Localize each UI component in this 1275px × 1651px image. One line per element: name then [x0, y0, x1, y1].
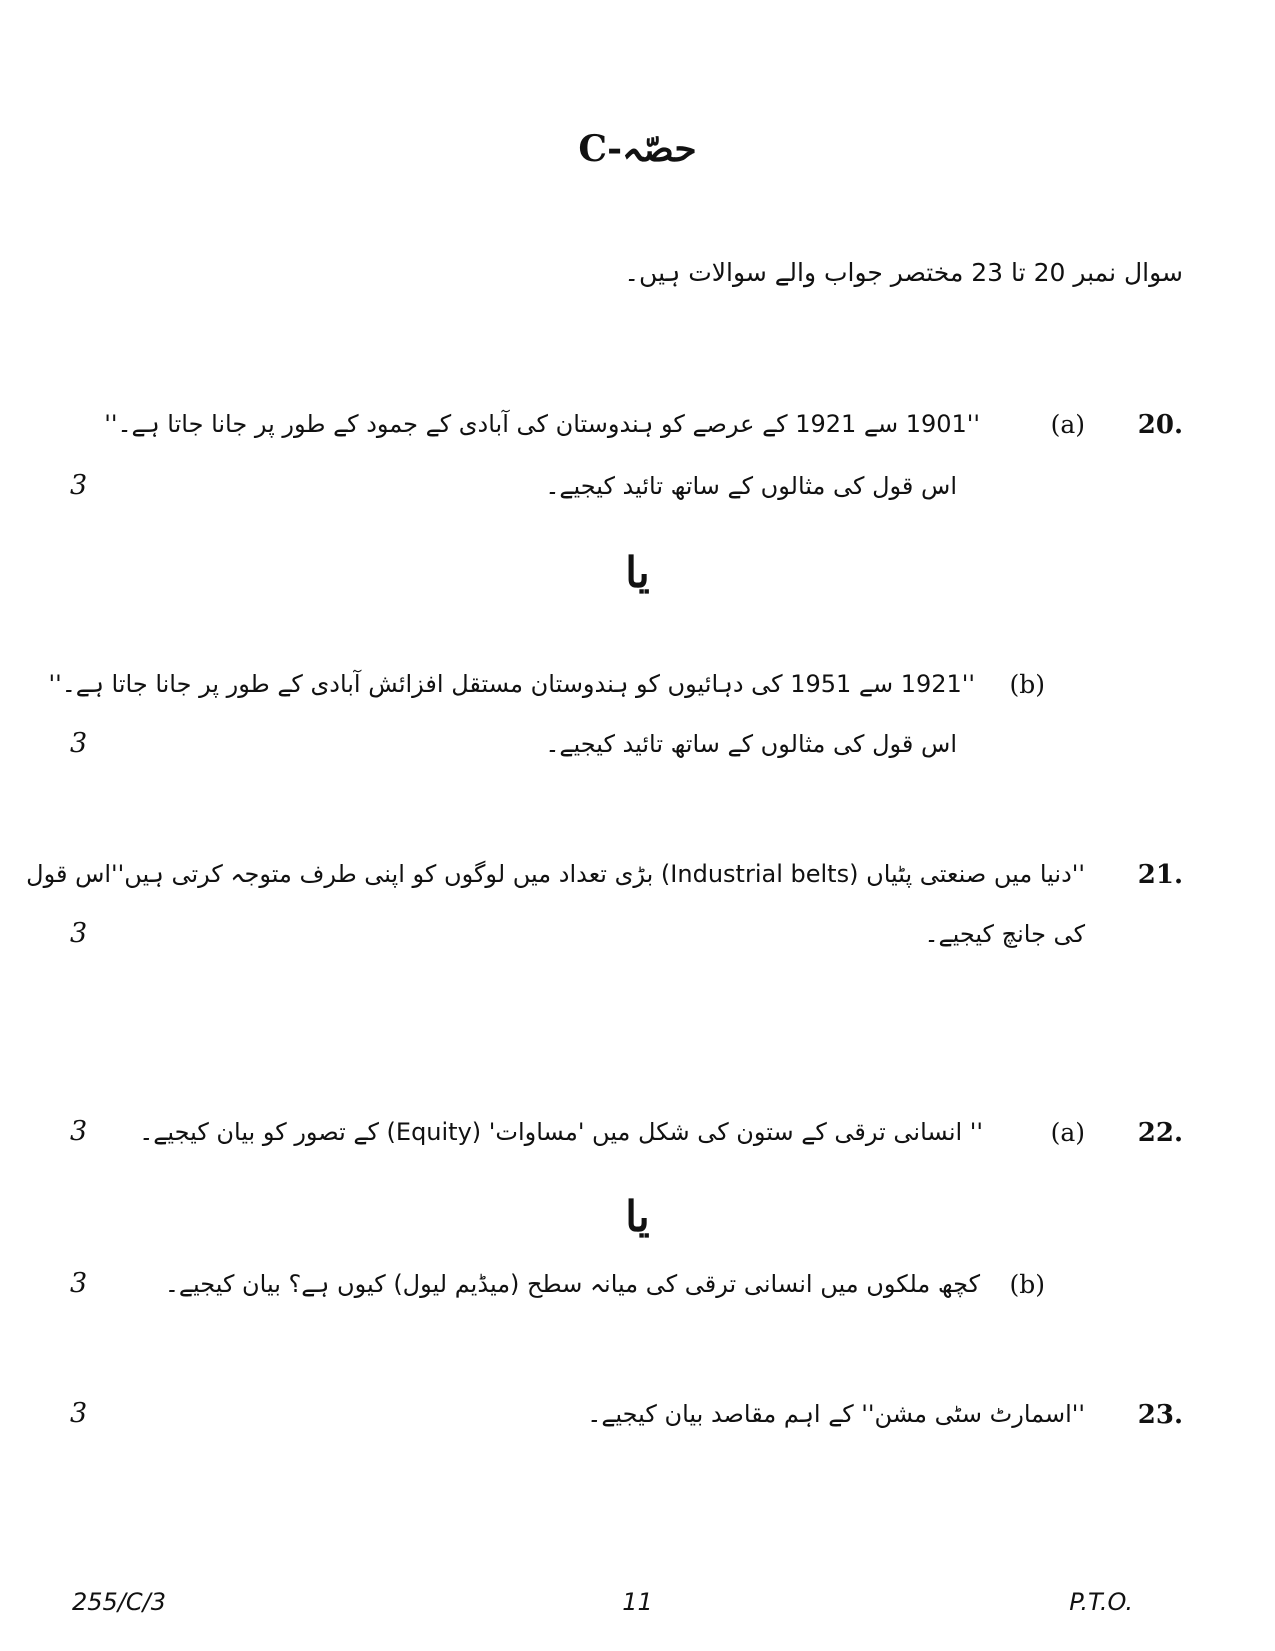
q20-part-b-label: (b): [1009, 670, 1045, 699]
page-number: 11: [622, 1588, 653, 1616]
q20b-line-2: اس قول کی مثالوں کے ساتھ تائید کیجیے۔: [545, 730, 957, 758]
question-number-23: 23.: [1137, 1400, 1183, 1430]
q20a-line-2: اس قول کی مثالوں کے ساتھ تائید کیجیے۔: [545, 472, 957, 500]
or-separator: یا: [625, 548, 650, 597]
q20b-marks: 3: [70, 728, 88, 759]
q21-marks: 3: [70, 918, 88, 949]
or-separator-2: یا: [625, 1192, 650, 1241]
section-title: حصّہ-C: [578, 128, 697, 170]
paper-code: 255/C/3: [72, 1588, 167, 1616]
q23-line-1: ''اسمارٹ سٹی مشن'' کے اہم مقاصد بیان کیجیے۔: [587, 1400, 1085, 1428]
please-turn-over: P.T.O.: [1069, 1588, 1133, 1616]
q20b-line-1: ''1921 سے 1951 کی دہائیوں کو ہندوستان مستقل افزائش آبادی کے طور پر جانا جاتا ہے۔'': [48, 670, 975, 698]
q20a-marks: 3: [70, 470, 88, 501]
q22-part-b-label: (b): [1009, 1270, 1045, 1299]
q22a-line-1: '' انسانی ترقی کے ستون کی شکل میں 'مساوات' (Equity) کے تصور کو بیان کیجیے۔: [139, 1118, 983, 1146]
q21-line-1: ''دنیا میں صنعتی پٹیاں (Industrial belts) بڑی تعداد میں لوگوں کو اپنی طرف متوجہ کرتی ہیں''اس قول: [26, 860, 1085, 888]
q22a-marks: 3: [70, 1116, 88, 1147]
q22-part-a-label: (a): [1050, 1118, 1085, 1147]
q20-part-a-label: (a): [1050, 410, 1085, 439]
q22b-line-1: کچھ ملکوں میں انسانی ترقی کی میانہ سطح (میڈیم لیول) کیوں ہے؟ بیان کیجیے۔: [164, 1270, 980, 1298]
q20a-line-1: ''1901 سے 1921 کے عرصے کو ہندوستان کی آبادی کے جمود کے طور پر جانا جاتا ہے۔'': [104, 410, 980, 438]
q23-marks: 3: [70, 1398, 88, 1429]
q21-line-2: کی جانچ کیجیے۔: [924, 920, 1085, 948]
question-number-22: 22.: [1137, 1118, 1183, 1148]
section-instructions: سوال نمبر 20 تا 23 مختصر جواب والے سوالات ہیں۔: [624, 258, 1183, 287]
question-number-21: 21.: [1137, 860, 1183, 890]
question-number-20: 20.: [1137, 410, 1183, 440]
q22b-marks: 3: [70, 1268, 88, 1299]
